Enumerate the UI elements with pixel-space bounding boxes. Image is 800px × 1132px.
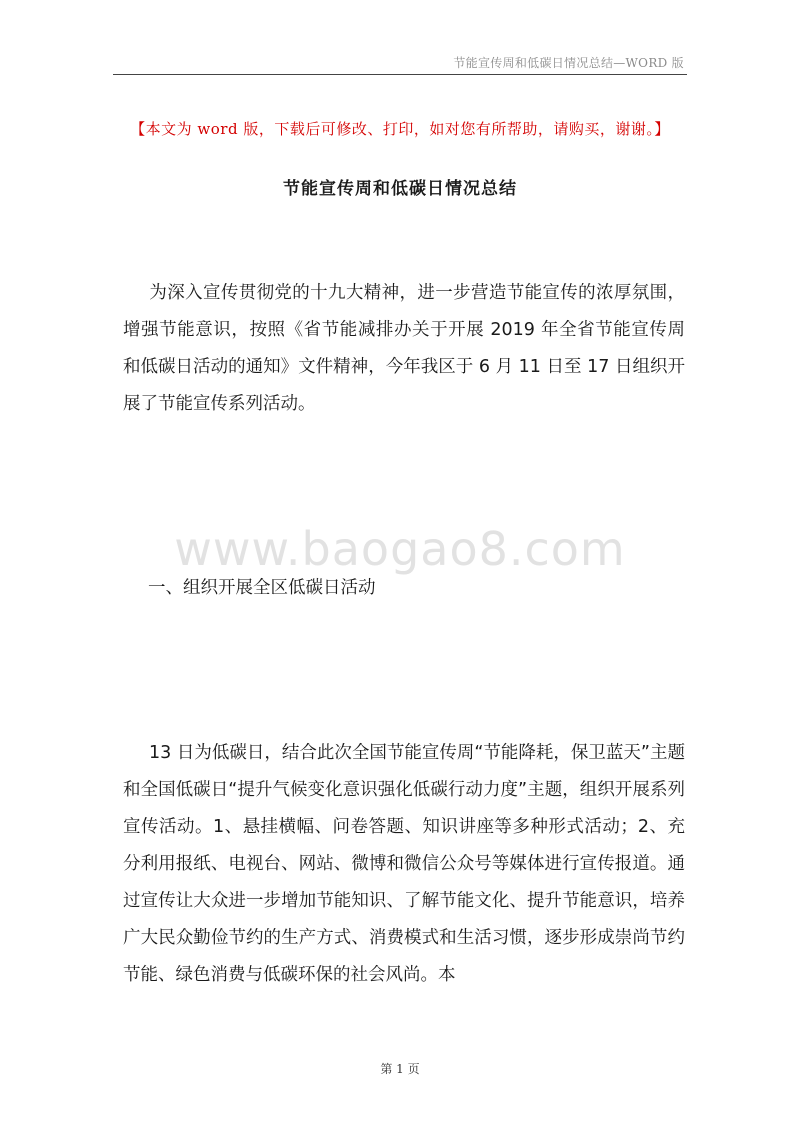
page-header-text: 节能宣传周和低碳日情况总结—WORD 版 [453,56,684,70]
header-divider [113,74,687,75]
paragraph-intro [123,275,685,423]
paragraph-intro-text: 为深入宣传贯彻党的十九大精神，进一步营造节能宣传的浓厚氛围，增强节能意识，按照《省节能减排办关于开展 2019 年全省节能宣传周和低碳日活动的通知》文件精神，今年我区于 6 月 11 日至 17 日组织开展了节能宣传系列活动。 [123,283,685,414]
download-notice: 【本文为 word 版，下载后可修改、打印，如对您有所帮助，请购买，谢谢。】 [130,120,670,138]
section-heading-1: 一、组织开展全区低碳日活动 [148,578,376,598]
watermark-text: www.baogao8.com [174,522,626,576]
page-number: 第 1 页 [380,1062,420,1076]
paragraph-low-carbon-day [123,735,685,994]
paragraph-low-carbon-day-text: 13 日为低碳日，结合此次全国节能宣传周“节能降耗，保卫蓝天”主题和全国低碳日“提升气候变化意识强化低碳行动力度”主题，组织开展系列宣传活动。1、悬挂横幅、问卷答题、知识讲座等多种形式活动；2、充分利用报纸、电视台、网站、微博和微信公众号等媒体进行宣传报道。通过宣传让大众进一步增加节能知识、了解节能文化、提升节能意识，培养广大民众勤俭节约的生产方式、消费模式和生活习惯，逐步形成崇尚节约节能、绿色消费与低碳环保的社会风尚。本 [123,743,685,985]
document-title: 节能宣传周和低碳日情况总结 [283,179,517,199]
